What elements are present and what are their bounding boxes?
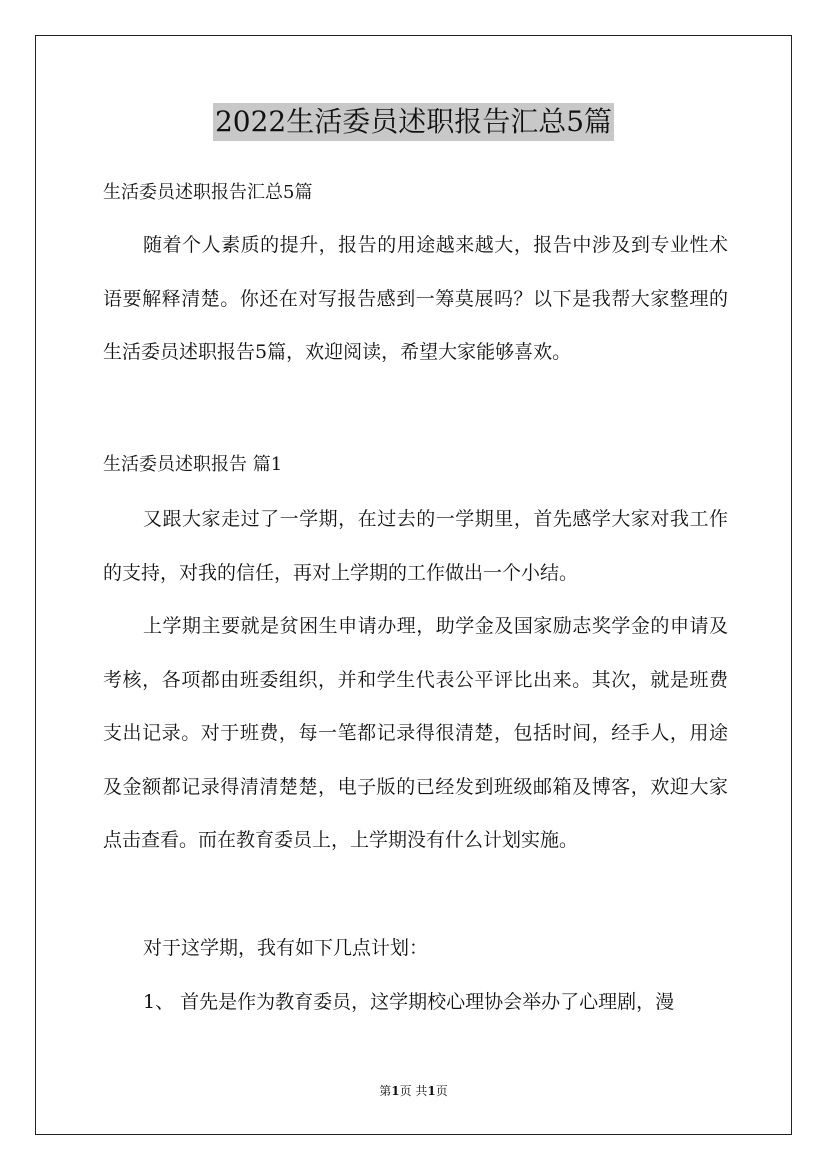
body-paragraph: 1、 首先是作为教育委员，这学期校心理协会举办了心理剧，漫 xyxy=(143,991,675,1013)
footer-page-current: 1 xyxy=(391,1084,400,1098)
document-title: 2022生活委员述职报告汇总5篇 xyxy=(213,103,614,141)
body-paragraph: 对于这学期，我有如下几点计划： xyxy=(143,937,429,959)
footer-page-prefix: 第 xyxy=(379,1084,392,1098)
footer-page-total: 1 xyxy=(427,1084,436,1098)
section-heading: 生活委员述职报告 篇1 xyxy=(103,454,283,475)
footer-page-mid: 页 共 xyxy=(399,1084,428,1098)
intro-paragraph: 随着个人素质的提升，报告的用途越来越大，报告中涉及到专业性术语要解释清楚。你还在对写报告感到一筹莫展吗？以下是我帮大家整理的生活委员述职报告5篇，欢迎阅读，希望大家能够喜欢。 xyxy=(103,234,728,363)
title-container xyxy=(0,103,827,141)
document-subtitle: 生活委员述职报告汇总5篇 xyxy=(103,182,313,203)
body-paragraph: 上学期主要就是贫困生申请办理，助学金及国家励志奖学金的申请及考核，各项都由班委组织，并和学生代表公平评比出来。其次，就是班费支出记录。对于班费，每一笔都记录得很清楚，包括时间，经手人，用途及金额都记录得清清楚楚，电子版的已经发到班级邮箱及博客，欢迎大家点击查看。而在教育委员上，上学期没有什么计划实施。 xyxy=(103,615,728,851)
footer-page-suffix: 页 xyxy=(435,1084,448,1098)
page-footer xyxy=(0,1083,827,1099)
body-paragraph: 又跟大家走过了一学期，在过去的一学期里，首先感学大家对我工作的支持，对我的信任，再对上学期的工作做出一个小结。 xyxy=(103,508,728,584)
